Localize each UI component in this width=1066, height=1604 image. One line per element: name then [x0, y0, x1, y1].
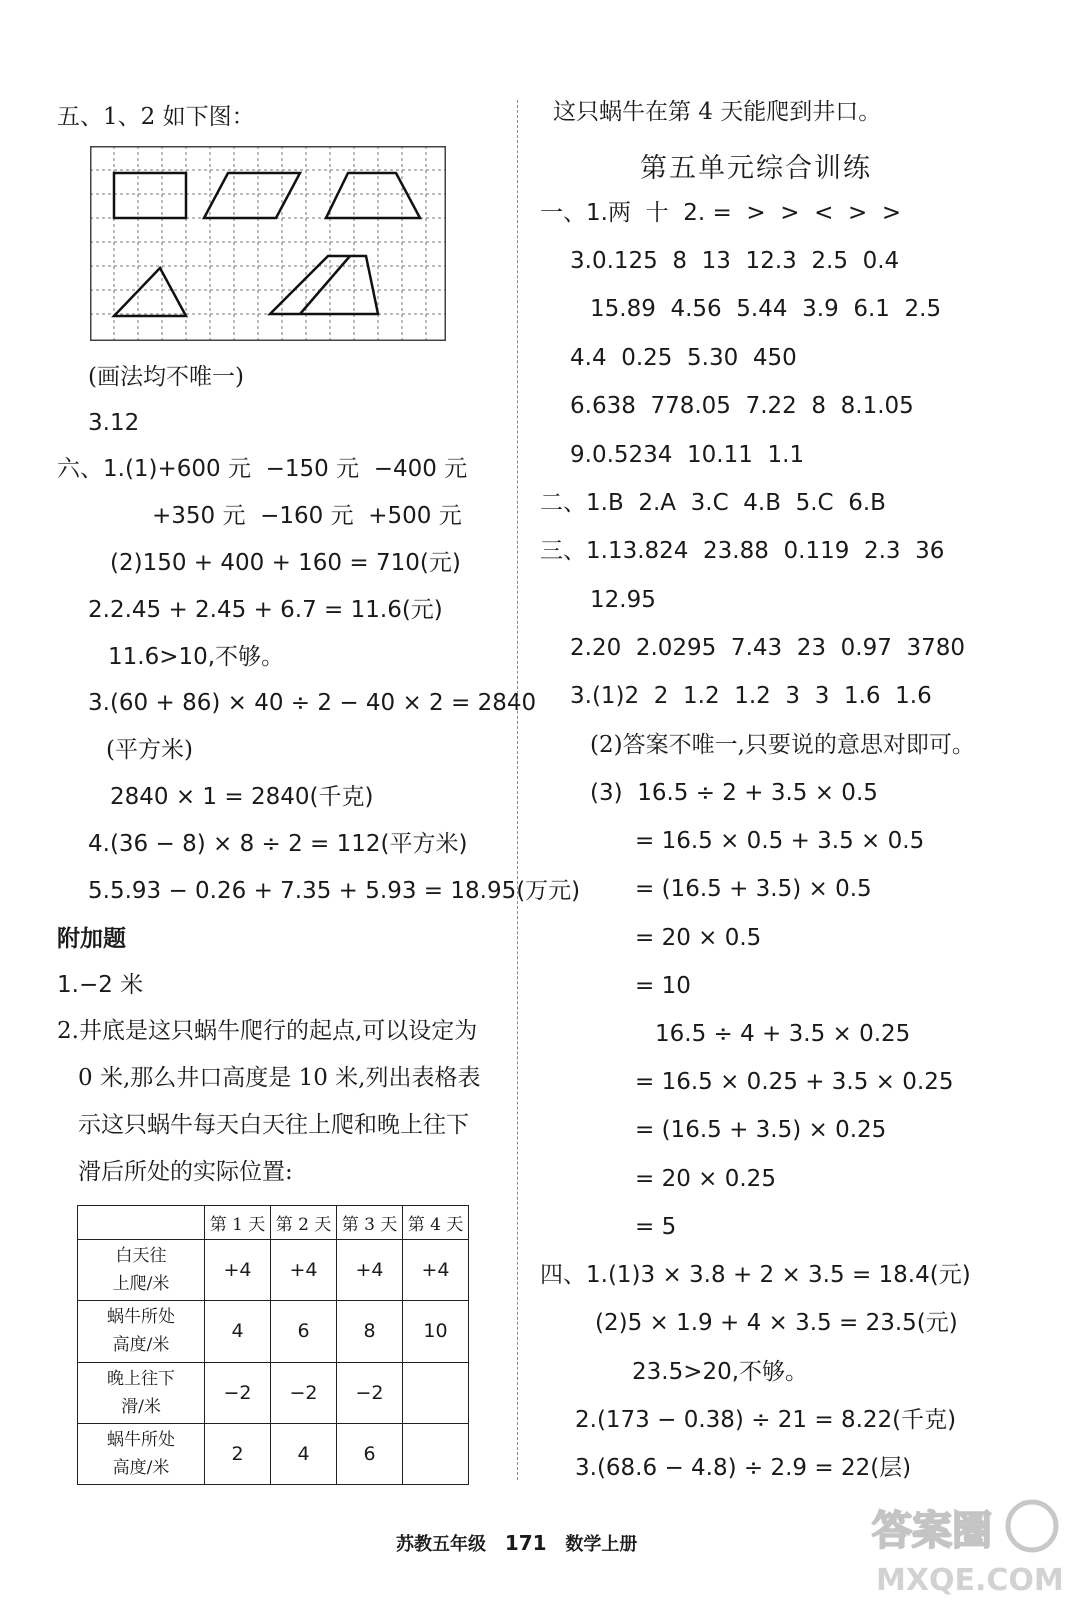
section-6-2a: 2.2.45 + 2.45 + 6.7 = 11.6(元): [88, 597, 443, 623]
part-2-line: 二、1.B 2.A 3.C 4.B 5.C 6.B: [540, 490, 886, 516]
table-cell: 10: [403, 1301, 469, 1362]
table-cell: [403, 1362, 469, 1423]
table-cell: 2: [205, 1423, 271, 1484]
row-label: 白天往 上爬/米: [78, 1240, 205, 1301]
part-1-line-1: 一、1.两 十 2. = > > < > >: [540, 200, 902, 226]
footer-subject: 数学上册: [565, 1534, 638, 1555]
part-1-line-4: 4.4 0.25 5.30 450: [570, 345, 797, 371]
table-cell: +4: [337, 1240, 403, 1301]
extra-title: 附加题: [57, 926, 126, 952]
extra-2d: 滑后所处的实际位置:: [78, 1159, 293, 1185]
part-4-line-3: 23.5>20,不够。: [632, 1359, 809, 1385]
rectangle-shape: [114, 173, 186, 218]
section-6-4: 4.(36 − 8) × 8 ÷ 2 = 112(平方米): [88, 831, 468, 857]
row-label: 蜗牛所处 高度/米: [78, 1301, 205, 1362]
parallelogram-shape: [204, 173, 300, 218]
snail-conclusion: 这只蜗牛在第 4 天能爬到井口。: [553, 99, 882, 125]
table-cell: 4: [271, 1423, 337, 1484]
part-3-line-3: 2.20 2.0295 7.43 23 0.97 3780: [570, 635, 966, 661]
table-cell: +4: [271, 1240, 337, 1301]
drawing-grid-figure: [90, 146, 446, 341]
extra-2a: 2.井底是这只蜗牛爬行的起点,可以设定为: [57, 1018, 478, 1044]
table-row: [78, 1240, 469, 1301]
unit-title: 第五单元综合训练: [640, 153, 872, 184]
section-6-3b: (平方米): [106, 737, 193, 763]
table-cell: [403, 1423, 469, 1484]
table-cell: 4: [205, 1301, 271, 1362]
calc2-line: 16.5 ÷ 4 + 3.5 × 0.25: [655, 1021, 911, 1047]
answer-3: 3.12: [88, 410, 140, 436]
calc-step-2: = (16.5 + 3.5) × 0.5: [635, 876, 872, 902]
part-4-line-5: 3.(68.6 − 4.8) ÷ 2.9 = 22(层): [575, 1455, 912, 1481]
section-6-3c: 2840 × 1 = 2840(千克): [110, 784, 374, 810]
table-header-cell: 第 3 天: [337, 1206, 403, 1240]
table-header-cell: 第 1 天: [205, 1206, 271, 1240]
grid-drawing: [90, 146, 446, 341]
part-3-line-4: 3.(1)2 2 1.2 1.2 3 3 1.6 1.6: [570, 683, 932, 709]
page-footer: [396, 1530, 637, 1556]
part-4-line-1: 四、1.(1)3 × 3.8 + 2 × 3.5 = 18.4(元): [540, 1262, 971, 1288]
table-row: [78, 1301, 469, 1362]
table-header-cell: 第 4 天: [403, 1206, 469, 1240]
section-6-5: 5.5.93 − 0.26 + 7.35 + 5.93 = 18.95(万元): [88, 878, 581, 904]
part-1-line-5: 6.638 778.05 7.22 8 8.1.05: [570, 393, 914, 419]
part-3-line-2: 12.95: [590, 587, 656, 613]
footer-grade: 苏教五年级: [396, 1534, 486, 1555]
page-number: 171: [504, 1531, 547, 1555]
part-1-line-2: 3.0.125 8 13 12.3 2.5 0.4: [570, 248, 900, 274]
triangle-shape: [114, 268, 186, 316]
table-cell: −2: [205, 1362, 271, 1423]
section-5-heading: 五、1、2 如下图：: [57, 104, 255, 130]
watermark-text-top: 答案圈: [872, 1508, 992, 1554]
part-1-line-6: 9.0.5234 10.11 1.1: [570, 442, 805, 468]
section-6-3a: 3.(60 + 86) × 40 ÷ 2 − 40 × 2 = 2840: [88, 690, 537, 716]
table-cell: −2: [271, 1362, 337, 1423]
part-3-line-1: 三、1.13.824 23.88 0.119 2.3 36: [540, 538, 945, 564]
table-row: [78, 1362, 469, 1423]
column-divider: [517, 100, 518, 1480]
calc2-step-3: = 20 × 0.25: [635, 1166, 776, 1192]
table-cell: 8: [337, 1301, 403, 1362]
section-6-1a: 六、1.(1)+600 元 −150 元 −400 元: [57, 456, 468, 482]
watermark-text-bottom: MXQE.COM: [876, 1563, 1062, 1598]
trapezoid-shape: [326, 173, 420, 218]
row-label: 蜗牛所处 高度/米: [78, 1423, 205, 1484]
part-4-line-4: 2.(173 − 0.38) ÷ 21 = 8.22(千克): [575, 1407, 957, 1433]
table-header-cell: 第 2 天: [271, 1206, 337, 1240]
table-cell: −2: [337, 1362, 403, 1423]
watermark-logo: [862, 1492, 1062, 1600]
calc2-step-4: = 5: [635, 1214, 677, 1240]
section-6-2b: 11.6>10,不够。: [108, 644, 285, 670]
section-6-1c: (2)150 + 400 + 160 = 710(元): [110, 550, 461, 576]
part-1-line-3: 15.89 4.56 5.44 3.9 6.1 2.5: [590, 296, 942, 322]
calc-step-3: = 20 × 0.5: [635, 925, 762, 951]
part-3-line-6: (3) 16.5 ÷ 2 + 3.5 × 0.5: [590, 780, 878, 806]
extra-2b: 0 米,那么井口高度是 10 米,列出表格表: [78, 1065, 481, 1091]
extra-2c: 示这只蜗牛每天白天往上爬和晚上往下: [78, 1112, 469, 1138]
snail-position-table: [77, 1205, 469, 1485]
section-6-1b: +350 元 −160 元 +500 元: [152, 503, 462, 529]
table-cell: 6: [271, 1301, 337, 1362]
calc2-step-2: = (16.5 + 3.5) × 0.25: [635, 1117, 887, 1143]
table-cell: 6: [337, 1423, 403, 1484]
table-cell: +4: [403, 1240, 469, 1301]
drawing-note: (画法均不唯一): [88, 364, 244, 390]
calc-step-1: = 16.5 × 0.5 + 3.5 × 0.5: [635, 828, 925, 854]
table-header-row: [78, 1206, 469, 1240]
table-header-cell: [78, 1206, 205, 1240]
extra-1: 1.−2 米: [57, 972, 144, 998]
part-3-line-5: (2)答案不唯一,只要说的意思对即可。: [590, 732, 975, 758]
calc-step-4: = 10: [635, 973, 691, 999]
table-row: [78, 1423, 469, 1484]
table-cell: +4: [205, 1240, 271, 1301]
row-label: 晚上往下 滑/米: [78, 1362, 205, 1423]
part-4-line-2: (2)5 × 1.9 + 4 × 3.5 = 23.5(元): [595, 1310, 958, 1336]
calc2-step-1: = 16.5 × 0.25 + 3.5 × 0.25: [635, 1069, 954, 1095]
